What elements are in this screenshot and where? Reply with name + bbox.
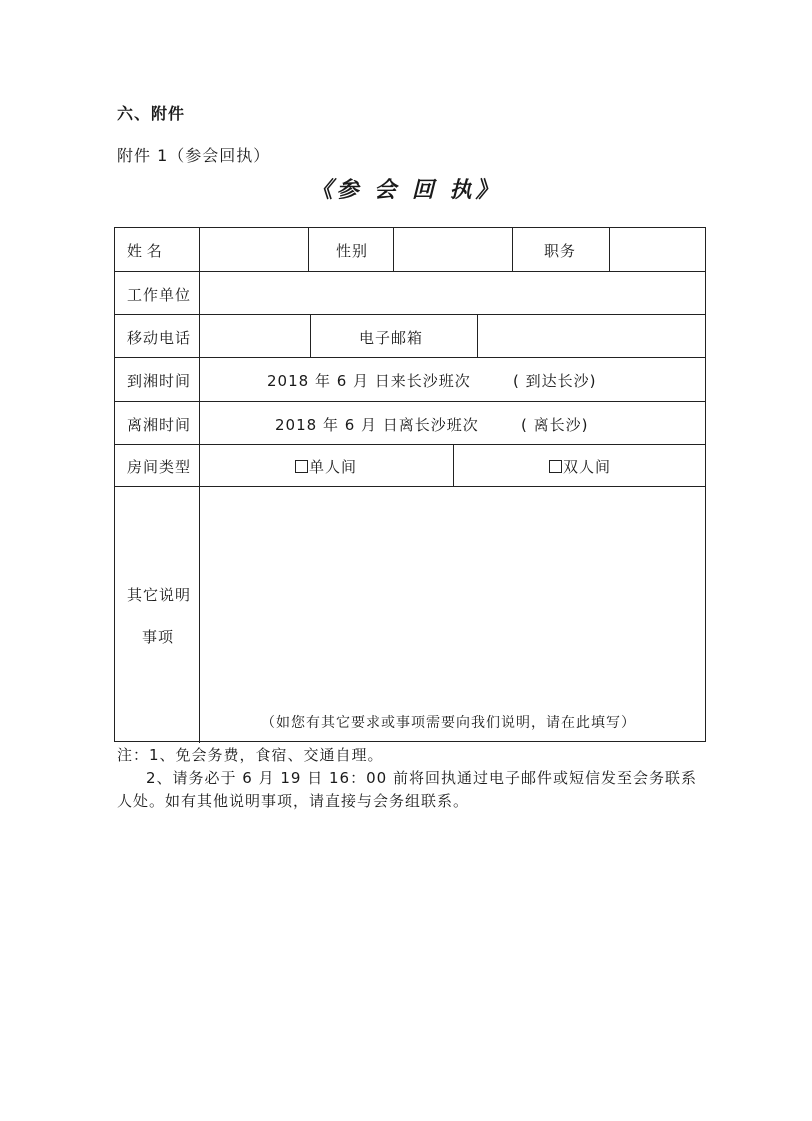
row-divider (115, 271, 705, 272)
label-column-divider (199, 228, 200, 743)
form-title: 《参 会 回 执》 (310, 177, 502, 203)
other-notes-label-line1: 其它说明 (127, 586, 192, 604)
room-double-option[interactable] (549, 456, 611, 477)
mobile-label: 移动电话 (127, 329, 192, 347)
departure-text[interactable]: 2018 年 6 月 日离长沙班次 (275, 416, 479, 434)
row-divider (115, 444, 705, 445)
workplace-label: 工作单位 (127, 286, 192, 304)
workplace-field[interactable] (203, 273, 701, 313)
gender-label: 性别 (336, 242, 369, 260)
arrival-destination: ( 到达长沙) (513, 372, 597, 390)
arrival-text[interactable]: 2018 年 6 月 日来长沙班次 (267, 372, 471, 390)
single-room-checkbox[interactable] (295, 460, 308, 473)
room-double-label: 双人间 (563, 458, 612, 476)
col-divider (393, 228, 394, 271)
other-notes-hint: （如您有其它要求或事项需要向我们说明，请在此填写） (261, 715, 636, 731)
note-line-2: 2、请务必于 6 月 19 日 16：00 前将回执通过电子邮件或短信发至会务联系 (146, 769, 697, 787)
departure-destination: ( 离长沙) (521, 416, 589, 434)
position-field[interactable] (611, 229, 703, 270)
email-field[interactable] (479, 316, 703, 356)
col-divider (477, 314, 478, 357)
position-label: 职务 (544, 242, 577, 260)
row-divider (115, 357, 705, 358)
note-line-3: 人处。如有其他说明事项，请直接与会务组联系。 (117, 792, 470, 810)
other-notes-field[interactable] (203, 489, 701, 739)
double-room-checkbox[interactable] (549, 460, 562, 473)
section-heading: 六、附件 (117, 104, 186, 123)
departure-label: 离湘时间 (127, 416, 192, 434)
name-field[interactable] (203, 229, 307, 270)
other-notes-label-line2: 事项 (142, 628, 175, 646)
col-divider (310, 314, 311, 357)
col-divider (308, 228, 309, 271)
row-divider (115, 486, 705, 487)
arrival-label: 到湘时间 (127, 372, 192, 390)
name-label: 姓 名 (127, 242, 162, 260)
col-divider (453, 444, 454, 486)
email-label: 电子邮箱 (359, 329, 424, 347)
room-single-label: 单人间 (309, 458, 358, 476)
col-divider (609, 228, 610, 271)
attachment-label: 附件 1（参会回执） (117, 146, 271, 165)
receipt-form-table (114, 227, 706, 742)
note-line-1: 注：1、免会务费，食宿、交通自理。 (117, 746, 384, 764)
mobile-field[interactable] (203, 316, 309, 356)
room-type-label: 房间类型 (127, 458, 192, 476)
col-divider (512, 228, 513, 271)
room-single-option[interactable] (295, 456, 357, 477)
row-divider (115, 314, 705, 315)
gender-field[interactable] (395, 229, 511, 270)
row-divider (115, 401, 705, 402)
